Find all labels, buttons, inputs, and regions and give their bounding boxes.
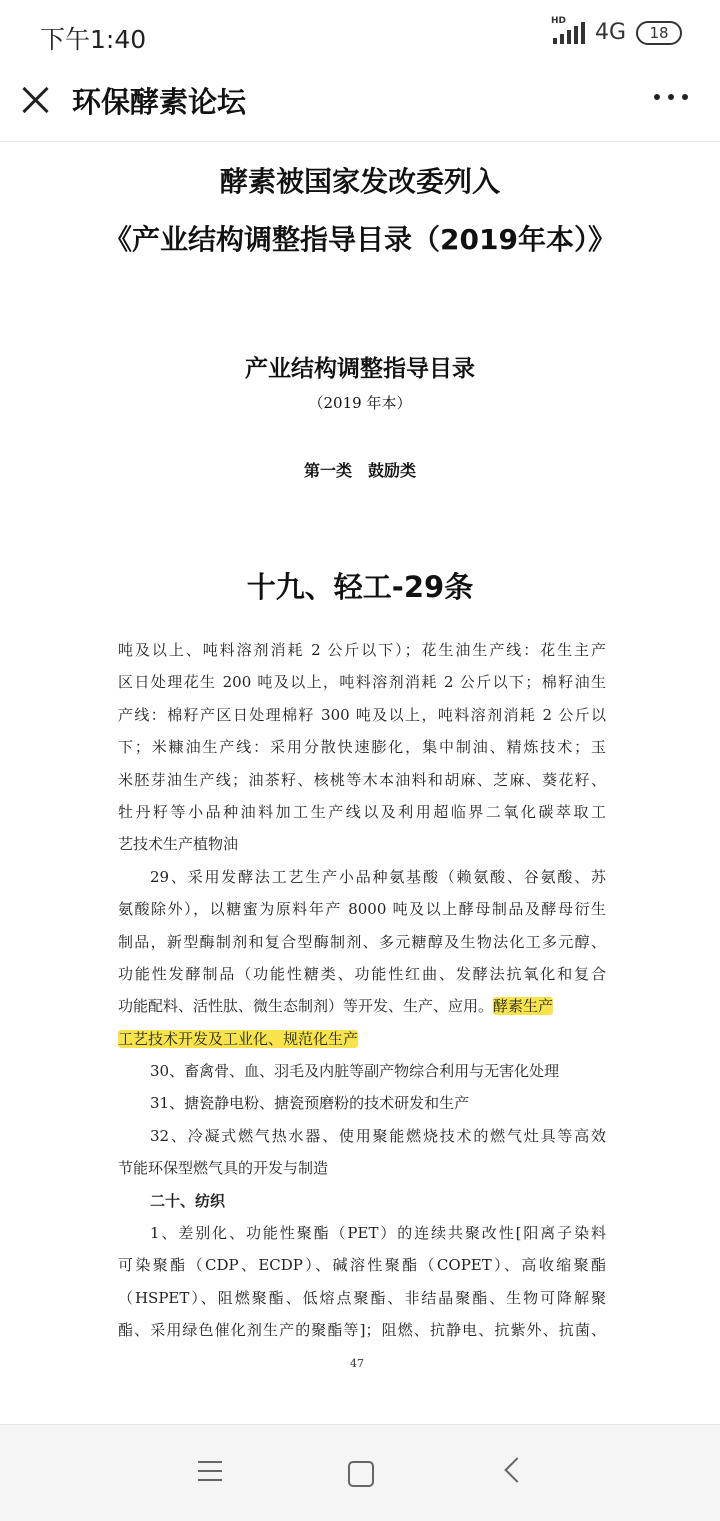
text-line: 29、采用发酵法工艺生产小品种氨基酸（赖氨酸、谷氨酸、苏 [150, 867, 606, 886]
text-line: 区日处理花生 200 吨及以上，吨料溶剂消耗 2 公斤以下；棉籽油生 [118, 673, 606, 692]
close-icon[interactable] [18, 82, 54, 118]
document-year: （2019 年本） [308, 394, 412, 412]
text-line: 艺技术生产植物油 [118, 835, 239, 854]
text-line: 下；米糠油生产线：采用分散快速膨化，集中制油、精炼技术；玉 [118, 738, 606, 757]
status-bar [0, 0, 720, 70]
text-line: 氨酸除外），以糖蜜为原料年产 8000 吨及以上酵母制品及酵母衍生 [118, 900, 606, 919]
headline-line-2: 《产业结构调整指导目录（2019年本）》 [104, 223, 616, 256]
text-line: 牡丹籽等小品种油料加工生产线以及利用超临界二氧化碳萃取工 [118, 802, 606, 821]
document-title: 产业结构调整指导目录 [245, 355, 475, 382]
more-options-icon[interactable] [654, 94, 688, 100]
battery-icon: 18 [636, 21, 682, 45]
text-line: 酯、采用绿色催化剂生产的聚酯等]；阻燃、抗静电、抗紫外、抗菌、 [118, 1321, 606, 1340]
text-line: 30、畜禽骨、血、羽毛及内脏等副产物综合利用与无害化处理 [150, 1062, 560, 1081]
status-indicators [550, 15, 682, 45]
page-title: 环保酵素论坛 [72, 85, 247, 119]
back-icon[interactable] [504, 1457, 529, 1482]
text-segment: 功能配料、活性肽、微生态制剂）等开发、生产、应用。 [118, 997, 494, 1016]
text-line: （HSPET）、阻燃聚酯、低熔点聚酯、非结晶聚酯、生物可降解聚 [118, 1288, 606, 1307]
text-line: 吨及以上、吨料溶剂消耗 2 公斤以下）；花生油生产线：花生主产 [118, 641, 606, 659]
text-line: 31、搪瓷静电粉、搪瓷预磨粉的技术研发和生产 [150, 1094, 470, 1113]
text-line: 米胚芽油生产线；油茶籽、核桃等木本油料和胡麻、芝麻、葵花籽、 [118, 770, 606, 789]
network-type: 4G [594, 20, 626, 45]
highlighted-text: 酵素生产 [493, 997, 554, 1016]
headline-line-1: 酵素被国家发改委列入 [219, 165, 500, 198]
top-nav-bar [0, 70, 720, 140]
text-line: 节能环保型燃气具的开发与制造 [118, 1159, 329, 1178]
page-number: 47 [350, 1357, 364, 1370]
hd-label: HD [550, 15, 566, 26]
document-body [118, 634, 606, 1347]
section-title: 十九、轻工-29条 [246, 570, 474, 604]
text-line [118, 990, 606, 1022]
text-line: 1、差别化、功能性聚酯（PET）的连续共聚改性[阳离子染料 [150, 1224, 606, 1243]
home-icon[interactable] [348, 1461, 374, 1487]
signal-icon [550, 15, 585, 44]
system-nav-bar [0, 1424, 720, 1521]
menu-icon[interactable] [198, 1461, 222, 1488]
highlighted-text: 工艺技术开发及工业化、规范化生产 [118, 1029, 359, 1048]
text-line: 可染聚酯（CDP、ECDP）、碱溶性聚酯（COPET）、高收缩聚酯 [118, 1256, 606, 1275]
nav-divider [0, 141, 720, 142]
text-line: 32、冷凝式燃气热水器、使用聚能燃烧技术的燃气灶具等高效 [150, 1126, 606, 1145]
text-line: 产线：棉籽产区日处理棉籽 300 吨及以上，吨料溶剂消耗 2 公斤以 [118, 705, 606, 724]
text-line: 功能性发酵制品（功能性糖类、功能性红曲、发酵法抗氧化和复合 [118, 964, 606, 983]
text-line [118, 1023, 606, 1055]
status-time: 下午1:40 [40, 25, 147, 54]
subsection-heading: 二十、纺织 [150, 1191, 226, 1210]
category-heading: 第一类 鼓励类 [303, 461, 416, 480]
text-line: 制品，新型酶制剂和复合型酶制剂、多元糖醇及生物法化工多元醇、 [118, 932, 606, 951]
